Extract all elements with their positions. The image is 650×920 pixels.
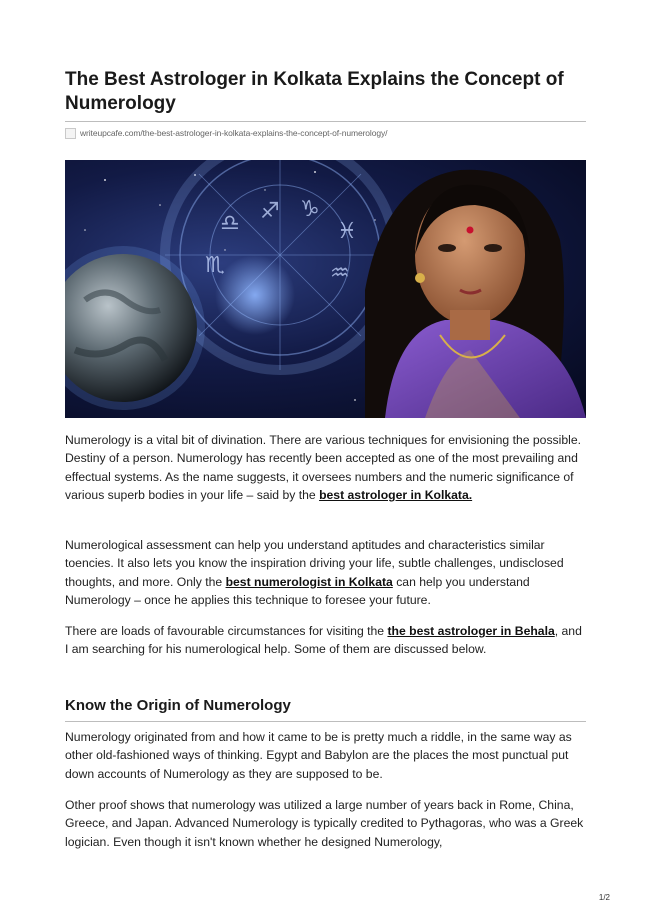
paragraph-benefits-text-end: , and I am searching for his numerological help. Some of them are discussed below.: [65, 624, 582, 657]
article-title: The Best Astrologer in Kolkata Explains the Concept of Numerology: [65, 69, 564, 114]
paragraph-assessment: [65, 536, 586, 610]
paragraph-origin: Numerology originated from and how it came to be is pretty much a riddle, in the same way as other old-fashioned ways of thinking. Egypt and Babylon are the places the most punctual put down accounts of Numerology as they are supposed to be.: [65, 730, 572, 781]
paragraph-intro-text: Numerology is a vital bit of divination. There are various techniques for envisioning the possible. Destiny of a person. Numerology has recently been accepted as one of the most prevailing and effectual systems. As the name suggests, it oversees numbers and the numeric significance of various superb bodies in your life – said by the: [65, 433, 581, 503]
astrologer-portrait: [365, 170, 586, 418]
bindi-icon: [467, 227, 474, 234]
hero-image: [65, 160, 586, 418]
source-url-row: [65, 125, 387, 141]
page-number: 1/2: [598, 893, 610, 902]
title-divider: [65, 121, 586, 122]
nebula-glow: [215, 255, 295, 335]
svg-text:♒: ♒: [330, 261, 350, 286]
favicon-icon: [65, 128, 76, 139]
paragraph-assessment-text: Numerological assessment can help you understand aptitudes and characteristics similar toencies. It also lets you know the inspiration driving your life, subtle challenges, undisclosed thoughts, and more. Only the: [65, 538, 564, 589]
svg-text:♎: ♎: [220, 211, 240, 236]
svg-text:♓: ♓: [337, 219, 357, 244]
paragraph-proof: Other proof shows that numerology was utilized a large number of years back in Rome, China, Greece, and Japan. Advanced Numerology is typically credited to Pythagoras, who was a Greek logician. Even though it isn't known whether he designed Numerology,: [65, 798, 584, 849]
heading-divider: [65, 721, 586, 722]
link-best-astrologer-behala[interactable]: the best astrologer in Behala: [387, 624, 555, 638]
source-url[interactable]: writeupcafe.com/the-best-astrologer-in-kolkata-explains-the-concept-of-numerology/: [80, 128, 388, 138]
svg-text:♏: ♏: [205, 253, 225, 278]
paragraph-benefits-text: There are loads of favourable circumstances for visiting the: [65, 624, 388, 638]
svg-text:♑: ♑: [300, 197, 320, 222]
section-heading: Know the Origin of Numerology: [65, 697, 291, 714]
paragraph-intro: [65, 431, 586, 505]
paragraph-benefits: [65, 622, 586, 659]
planet-earth-icon: [65, 246, 205, 410]
paragraph-assessment-text-end: can help you understand Numerology – once he applies this technique to foresee your future.: [65, 574, 530, 608]
link-best-numerologist-kolkata[interactable]: best numerologist in Kolkata: [225, 574, 393, 589]
link-best-astrologer-kolkata[interactable]: best astrologer in Kolkata.: [319, 488, 473, 503]
svg-text:♐: ♐: [260, 199, 280, 224]
